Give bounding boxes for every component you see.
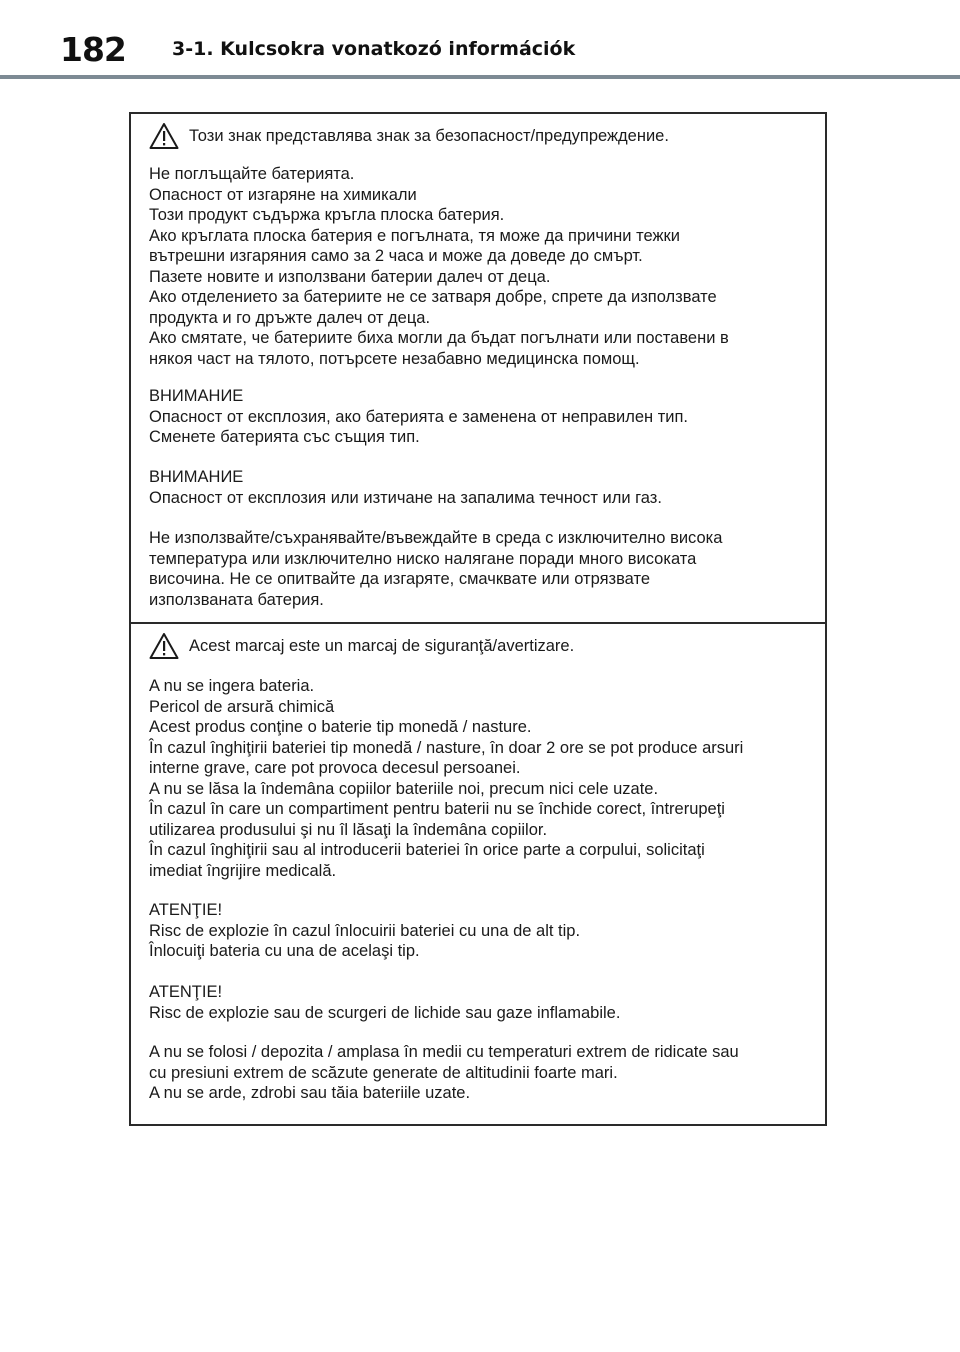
caution-explosion-paragraph: ATENŢIE! Risc de explozie sau de scurgeri de lichide sau gaze inflamabile. (149, 983, 621, 1022)
header-rule (0, 75, 960, 79)
caution-explosion-paragraph: ВНИМАНИЕ Опасност от експлозия или изтичане на запалима течност или газ. (149, 468, 662, 507)
warning-sign-line (149, 122, 669, 150)
caution-replacement-paragraph: ВНИМАНИЕ Опасност от експлозия, ако батерията е заменена от неправилен тип. Сменете батерията със същия тип. (149, 387, 689, 446)
caution-replacement-paragraph: ATENŢIE! Risc de explozie în cazul înlocuirii bateriei cu una de alt tip. Înlocuiţi bateria cu una de acelaşi tip. (149, 901, 581, 960)
warning-sign-text: Acest marcaj este un marcaj de siguranţă/avertizare. (189, 637, 575, 655)
ingestion-warning-paragraph: Не поглъщайте батерията. Опасност от изгаряне на химикали Този продукт съдържа кръгла плоска батерия. Ако кръглата плоска батерия е погълната, тя може да причини тежки вътрешни изгаряния само за 2 часа и може да доведе до смърт. Пазете новите и използвани батерии далеч от деца. Ако отделението за батериите не се затваря добре, спрете да използвате продукта и го дръжте далеч от деца. Ако смятате, че батериите биха могли да бъдат погълнати или поставени в някоя част на тялото, потърсете незабавно медицинска помощ. (149, 165, 729, 368)
page-number: 182 (60, 30, 126, 69)
warning-sign-line (149, 632, 574, 660)
ingestion-warning-paragraph: A nu se ingera bateria. Pericol de arsură chimică Acest produs conţine o baterie tip monedă / nasture. În cazul înghiţirii bateriei tip monedă / nasture, în doar 2 ore se pot produce arsuri interne grave, care pot provoca decesul persoanei. A nu se lăsa la îndemâna copiilor bateriile noi, precum nici cele uzate. În cazul în care un compartiment pentru baterii nu se închide corect, întrerupeţi utilizarea produsului şi nu îl lăsaţi la îndemâna copiilor. În cazul înghiţirii sau al introducerii bateriei în orice parte a corpului, solicitaţi imediat îngrijire medicală. (149, 677, 744, 880)
battery-safety-notice (129, 112, 827, 1126)
page-header (0, 0, 960, 80)
warning-triangle-icon (149, 632, 179, 660)
warning-triangle-icon (149, 122, 179, 150)
romanian-warning-panel (131, 622, 825, 1124)
environment-warning-paragraph: Не използвайте/съхранявайте/въвеждайте в среда с изключително висока температура или изключително ниско налягане поради много високата височина. Не се опитвайте да изгаряте, смачквате или отрязвате използваната батерия. (149, 529, 723, 609)
warning-sign-text: Този знак представлява знак за безопасност/предупреждение. (189, 127, 669, 145)
bulgarian-warning-panel (131, 114, 825, 622)
section-title: 3-1. Kulcsokra vonatkozó információk (172, 38, 576, 60)
environment-warning-paragraph: A nu se folosi / depozita / amplasa în medii cu temperaturi extrem de ridicate sau cu presiuni extrem de scăzute generate de altitudinii foarte mari. A nu se arde, zdrobi sau tăia bateriile uzate. (149, 1043, 739, 1102)
